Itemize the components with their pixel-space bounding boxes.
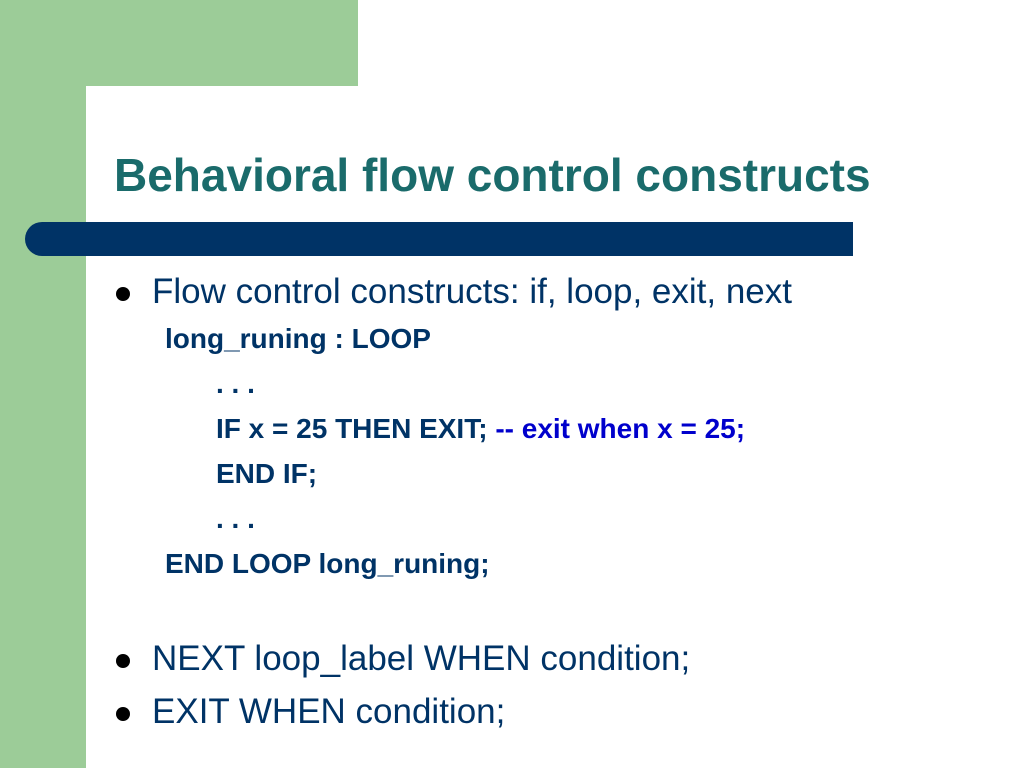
code-comment: -- exit when x = 25; (495, 413, 746, 444)
bullet-item: NEXT loop_label WHEN condition; (152, 639, 691, 678)
bullet-icon (116, 654, 130, 668)
decorative-green-strip (0, 0, 86, 768)
code-line: END IF; (216, 458, 318, 489)
bullet-item: Flow control constructs: if, loop, exit, next (152, 272, 792, 311)
bullet-icon (116, 287, 130, 301)
decorative-rounded-corner (86, 86, 146, 146)
decorative-green-header (0, 0, 358, 86)
code-line: . . . (216, 368, 255, 399)
bullet-icon (116, 707, 130, 721)
code-line: . . . (216, 503, 255, 534)
code-line (216, 413, 745, 445)
code-text: IF x = 25 THEN EXIT; (216, 413, 488, 444)
title-underline-bar (25, 222, 853, 256)
code-line: END LOOP long_runing; (165, 548, 490, 579)
code-line: long_runing : LOOP (165, 323, 431, 354)
bullet-item: EXIT WHEN condition; (152, 692, 506, 731)
slide-title: Behavioral flow control constructs (114, 149, 871, 201)
